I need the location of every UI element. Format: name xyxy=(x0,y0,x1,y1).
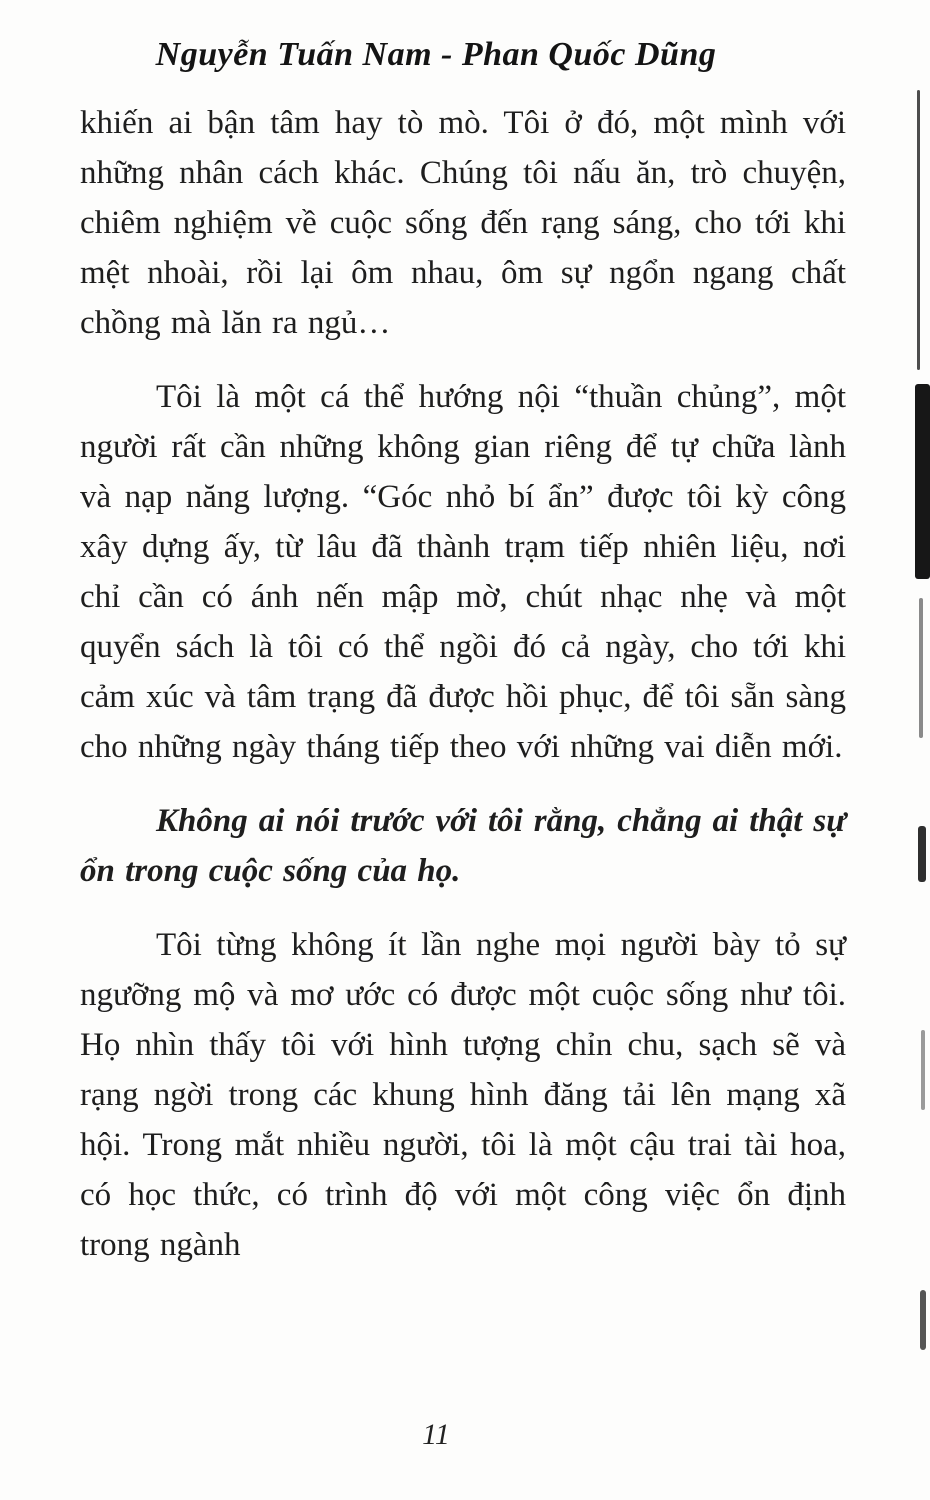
paragraph: Tôi là một cá thể hướng nội “thuần chủng”, một người rất cần những không gian riêng để tự chữa lành và nạp năng lượng. “Góc nhỏ bí ẩn” được tôi kỳ công xây dựng ấy, từ lâu đã thành trạm tiếp nhiên liệu, nơi chỉ cần có ánh nến mập mờ, chút nhạc nhẹ và một quyển sách là tôi có thể ngồi đó cả ngày, cho tới khi cảm xúc và tâm trạng đã được hồi phục, để tôi sẵn sàng cho những ngày tháng tiếp theo với những vai diễn mới. xyxy=(80,379,846,765)
scan-artifact xyxy=(917,90,920,370)
scan-artifact xyxy=(919,598,923,738)
scan-artifact xyxy=(918,826,926,882)
paragraph: Tôi từng không ít lần nghe mọi người bày tỏ sự ngưỡng mộ và mơ ước có được một cuộc sống như tôi. Họ nhìn thấy tôi với hình tượng chỉn chu, sạch sẽ và rạng ngời trong các khung hình đăng tải lên mạng xã hội. Trong mắt nhiều người, tôi là một cậu trai tài hoa, có học thức, có trình độ với một công việc ổn định trong ngành xyxy=(80,927,846,1263)
scan-artifact xyxy=(921,1030,925,1110)
scan-artifact xyxy=(920,1290,926,1350)
scan-artifact xyxy=(915,384,930,579)
running-header-authors: Nguyễn Tuấn Nam - Phan Quốc Dũng xyxy=(155,36,717,73)
page-number: 11 xyxy=(422,1418,450,1451)
paragraph-emphasis: Không ai nói trước với tôi rằng, chẳng ai thật sự ổn trong cuộc sống của họ. xyxy=(80,803,846,889)
page-body xyxy=(80,98,846,1294)
paragraph: khiến ai bận tâm hay tò mò. Tôi ở đó, một mình với những nhân cách khác. Chúng tôi nấu ăn, trò chuyện, chiêm nghiệm về cuộc sống đến rạng sáng, cho tới khi mệt nhoài, rồi lại ôm nhau, ôm sự ngổn ngang chất chồng mà lăn ra ngủ… xyxy=(80,105,846,341)
